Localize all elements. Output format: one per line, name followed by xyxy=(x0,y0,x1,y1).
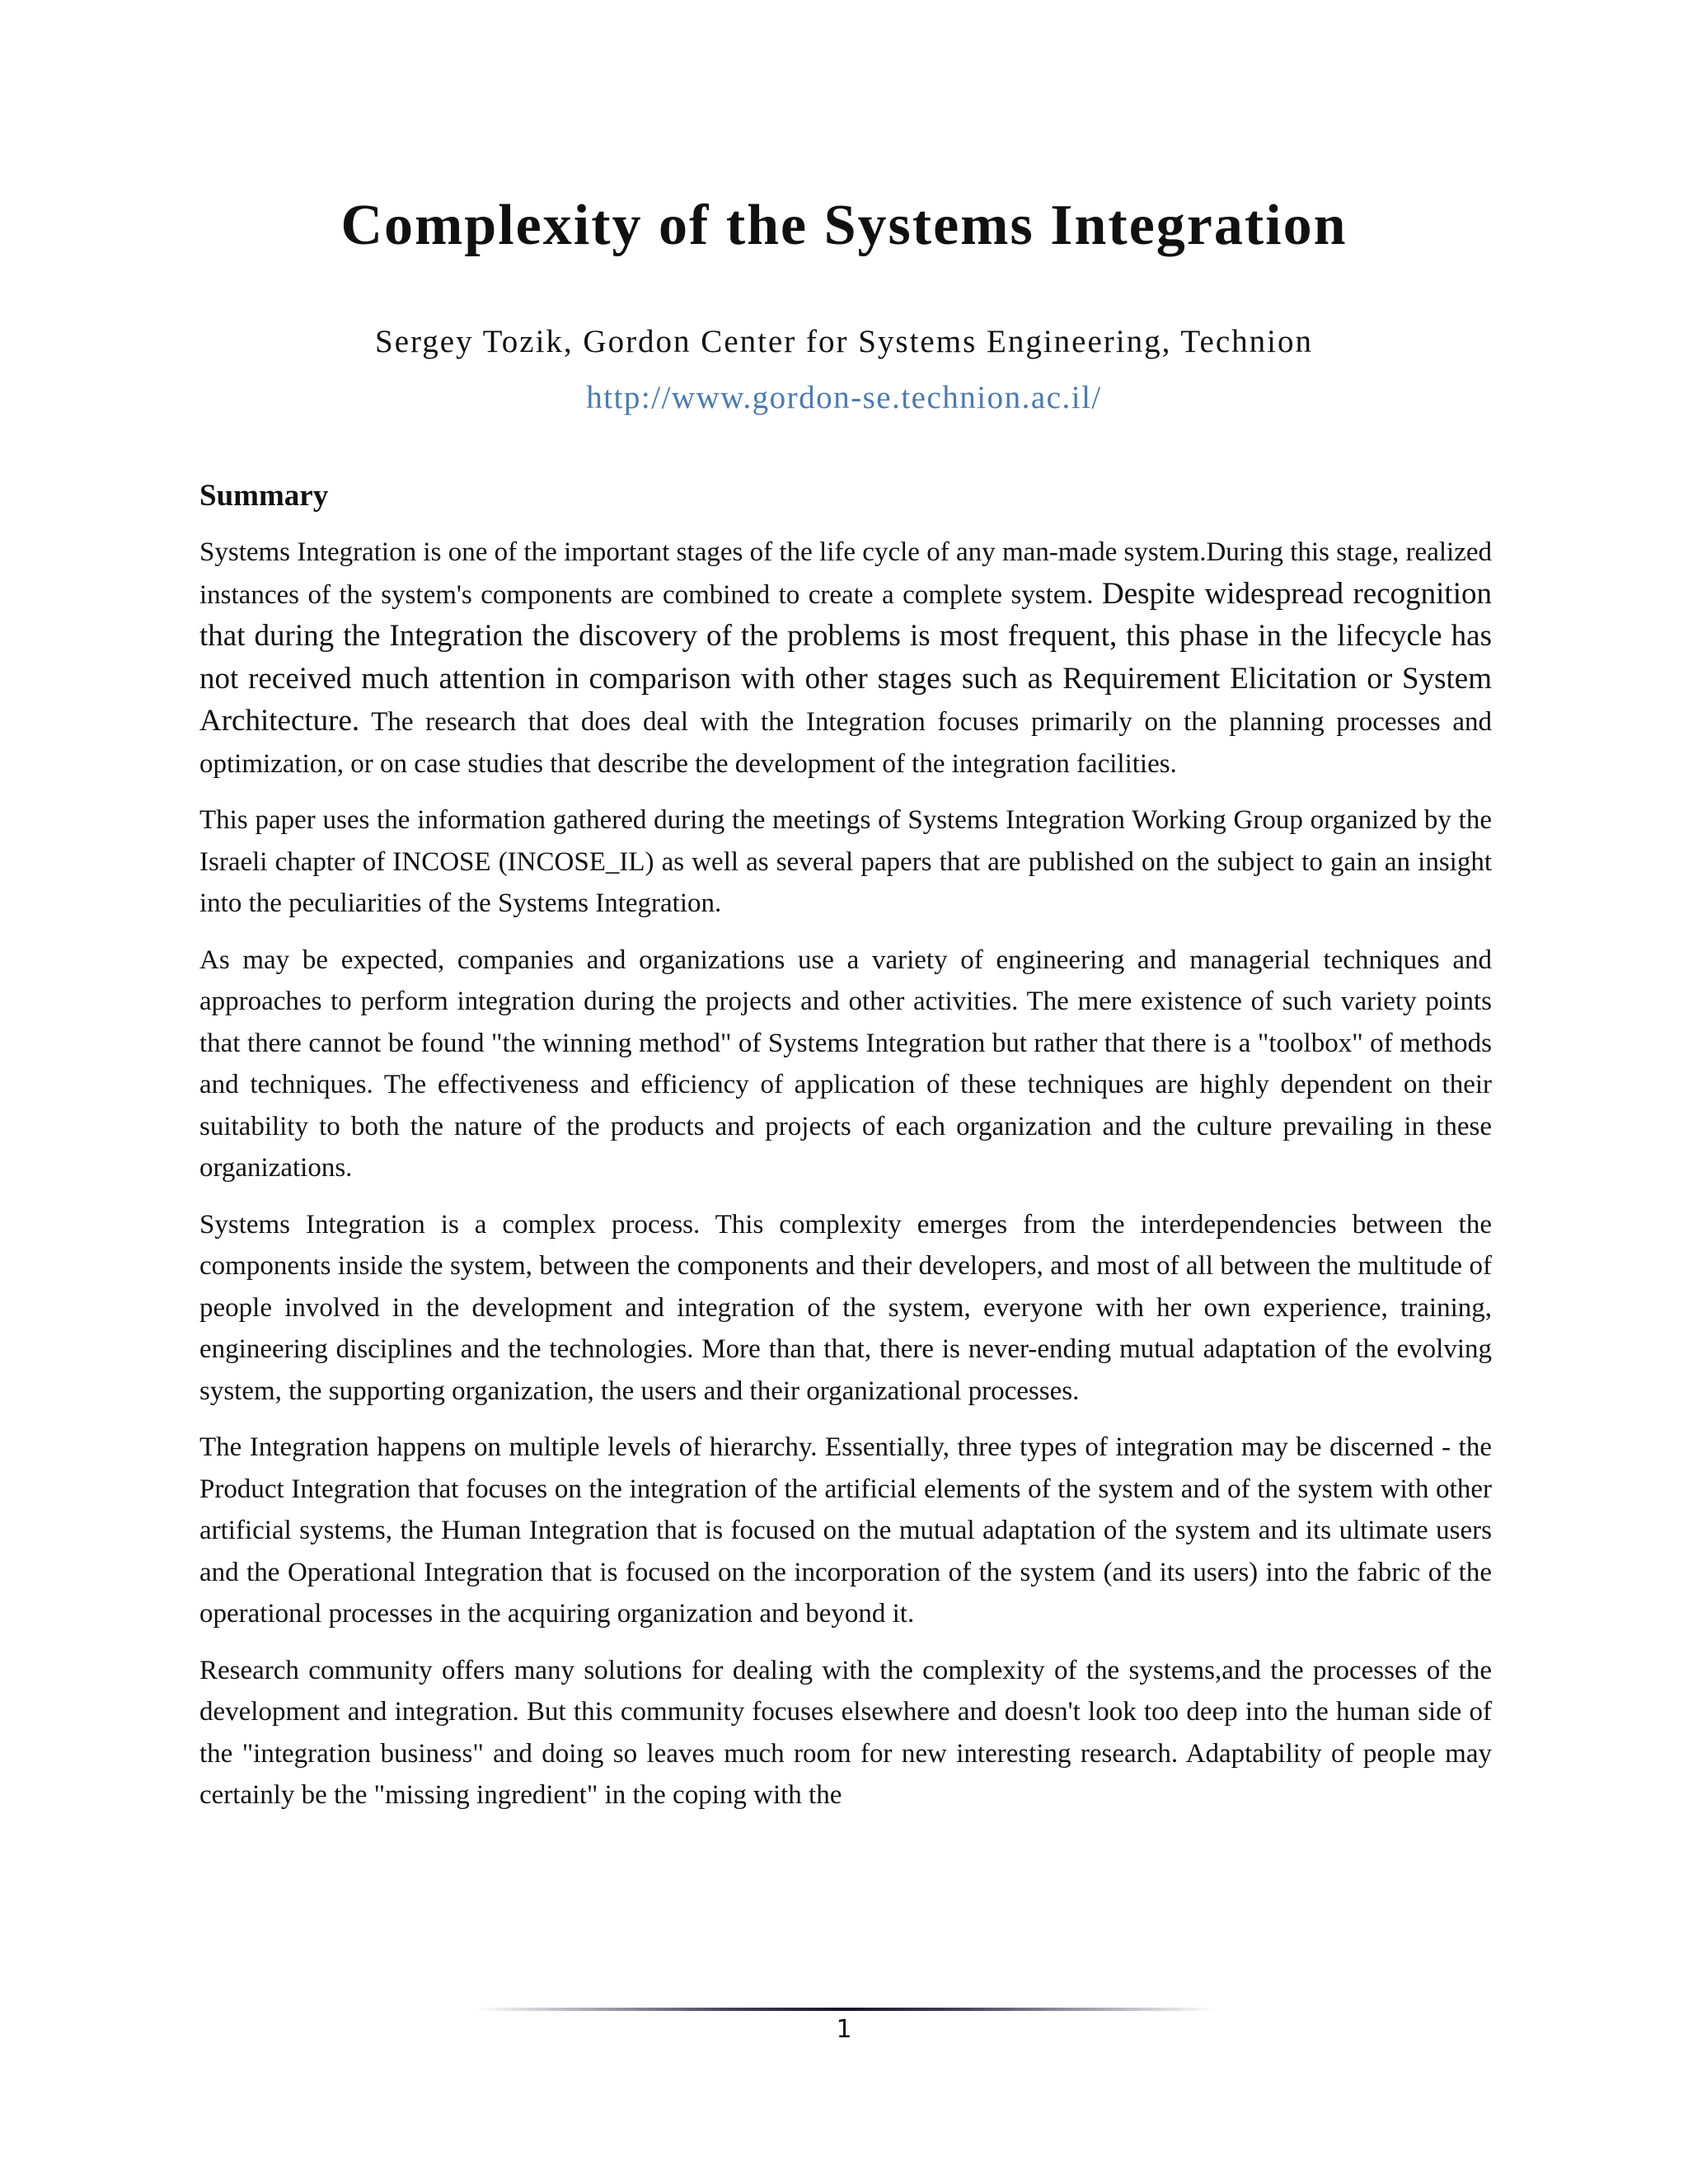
summary-body xyxy=(199,532,1492,1831)
paragraph-5: The Integration happens on multiple levels of hierarchy. Essentially, three types of integration may be discerned - the Product Integration that focuses on the integration of the artificial elements of the system and of the system with other artificial systems, the Human Integration that is focused on the mutual adaptation of the system and its ultimate users and the Operational Integration that is focused on the incorporation of the system (and its users) into the fabric of the operational processes in the acquiring organization and beyond it. xyxy=(199,1432,1492,1629)
paragraph-4: Systems Integration is a complex process. This complexity emerges from the interdependencies between the components inside the system, between the components and their developers, and most of all between the multitude of people involved in the development and integration of the system, everyone with her own experience, training, engineering disciplines and the technologies. More than that, there is never-ending mutual adaptation of the evolving system, the supporting organization, the users and their organizational processes. xyxy=(199,1209,1492,1406)
institution-url-link[interactable]: http://www.gordon-se.technion.ac.il/ xyxy=(586,380,1102,415)
footer-divider xyxy=(474,2008,1216,2011)
paragraph-1-emphasis: Despite widespread recognition that during the Integration the discovery of the problems is most frequent, this phase in the lifecycle has not received much attention in comparison with other stages such as Requirement Elicitation or System Architecture. xyxy=(199,576,1492,738)
summary-heading: Summary xyxy=(199,479,329,513)
paragraph-1-before: Systems Integration is one of the important stages of the life cycle of any man-made system.During this stage, realized instances of the system's components are combined to create a complete system. xyxy=(199,537,1492,610)
paper-title: Complexity of the Systems Integration xyxy=(340,194,1348,257)
page-number: 1 xyxy=(836,2015,852,2044)
paragraph-2: This paper uses the information gathered during the meetings of Systems Integration Working Group organized by the Israeli chapter of INCOSE (INCOSE_IL) as well as several papers that are published on the subject to gain an insight into the peculiarities of the Systems Integration. xyxy=(199,805,1492,918)
paragraph-1 xyxy=(199,532,1492,785)
paragraph-3: As may be expected, companies and organizations use a variety of engineering and managerial techniques and approaches to perform integration during the projects and other activities. The mere existence of such variety points that there cannot be found "the winning method" of Systems Integration but rather that there is a "toolbox" of methods and techniques. The effectiveness and efficiency of application of these techniques are highly dependent on their suitability to both the nature of the products and projects of each organization and the culture prevailing in these organizations. xyxy=(199,944,1492,1183)
paragraph-1-after: The research that does deal with the Integration focuses primarily on the planning processes and optimization, or on case studies that describe the development of the integration facilities. xyxy=(199,707,1492,779)
paragraph-6: Research community offers many solutions for dealing with the complexity of the systems,and the processes of the development and integration. But this community focuses elsewhere and doesn't look too deep into the human side of the "integration business" and doing so leaves much room for new interesting research. Adaptability of people may certainly be the "missing ingredient" in the coping with the xyxy=(199,1655,1492,1810)
author-affiliation: Sergey Tozik, Gordon Center for Systems Engineering, Technion xyxy=(375,324,1313,359)
